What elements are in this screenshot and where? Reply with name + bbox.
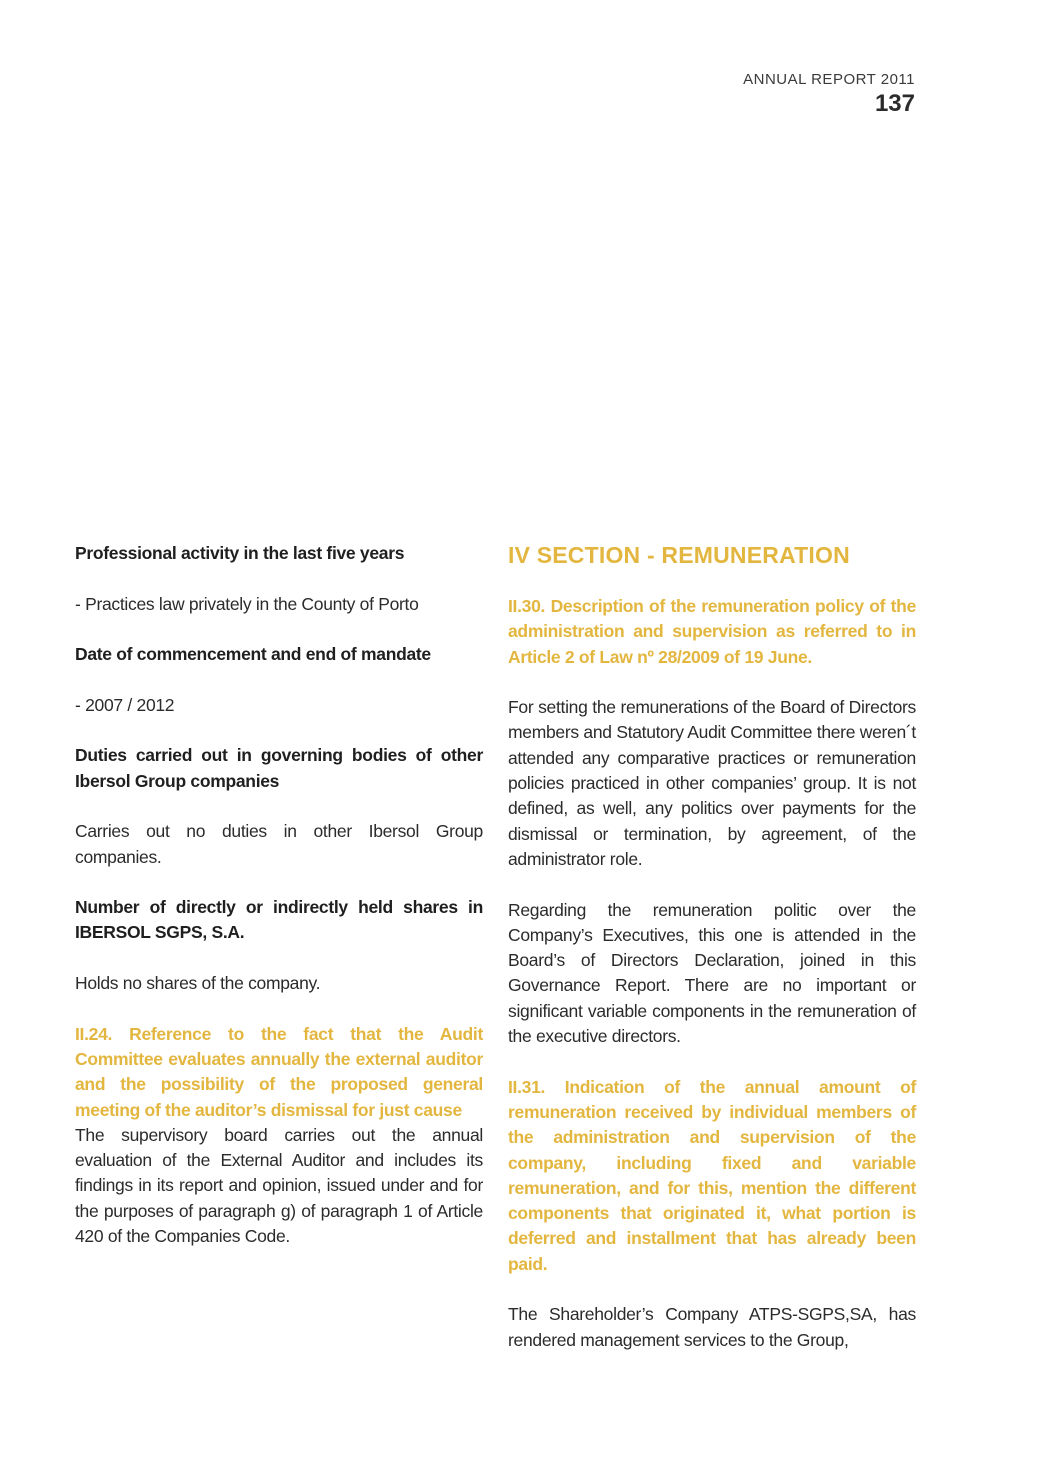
ii31-heading: II.31. Indication of the annual amount of remuneration received by individual members of the administration and supervision of the company, including fixed and variable remuneration, and for this, mention the different components that originated it, what portion is deferred and installment that has already been paid. (508, 1076, 916, 1274)
professional-activity-text: - Practices law privately in the County of Porto (75, 593, 419, 614)
mandate-heading: Date of commencement and end of mandate (75, 644, 431, 665)
page-number: 137 (874, 90, 915, 117)
ii30-text-2: Regarding the remuneration politic over the Company’s Executives, this one is attended in the Board’s of Directors Declaration, joined in this Governance Report. There are no important or significant variable components in the remuneration of the executive directors. (508, 899, 916, 1047)
ii24-text: The supervisory board carries out the annual evaluation of the External Auditor and includes its findings in its report and opinion, issued under and for the purposes of paragraph g) of paragraph 1 of Article 420 of the Companies Code. (75, 1124, 483, 1247)
mandate-text: - 2007 / 2012 (75, 694, 175, 715)
professional-activity-heading: Professional activity in the last five years (75, 543, 405, 563)
duties-text: Carries out no duties in other Ibersol Group companies. (75, 821, 483, 867)
section-title: IV SECTION - REMUNERATION (508, 542, 850, 568)
left-column (75, 541, 483, 1275)
page-header (743, 70, 915, 118)
ii30-text-1: For setting the remunerations of the Board of Directors members and Statutory Audit Committee there weren´t attended any comparative practices or remuneration policies practiced in other companies’ group. It is not defined, as well, any politics over payments for the dismissal or termination, by agreement, of the administrator role. (508, 697, 916, 869)
report-title: ANNUAL REPORT 2011 (743, 71, 915, 88)
ii24-heading: II.24. Reference to the fact that the Audit Committee evaluates annually the external auditor and the possibility of the proposed general meeting of the auditor’s dismissal for just cause (75, 1023, 483, 1120)
ii31-text: The Shareholder’s Company ATPS-SGPS,SA, has rendered management services to the Group, (508, 1304, 916, 1350)
shares-heading: Number of directly or indirectly held shares in IBERSOL SGPS, S.A. (75, 897, 483, 943)
right-column (508, 541, 916, 1378)
shares-text: Holds no shares of the company. (75, 973, 321, 994)
duties-heading: Duties carried out in governing bodies of other Ibersol Group companies (75, 745, 483, 791)
ii30-heading: II.30. Description of the remuneration policy of the administration and supervision as referred to in Article 2 of Law nº 28/2009 of 19 June. (508, 596, 916, 667)
